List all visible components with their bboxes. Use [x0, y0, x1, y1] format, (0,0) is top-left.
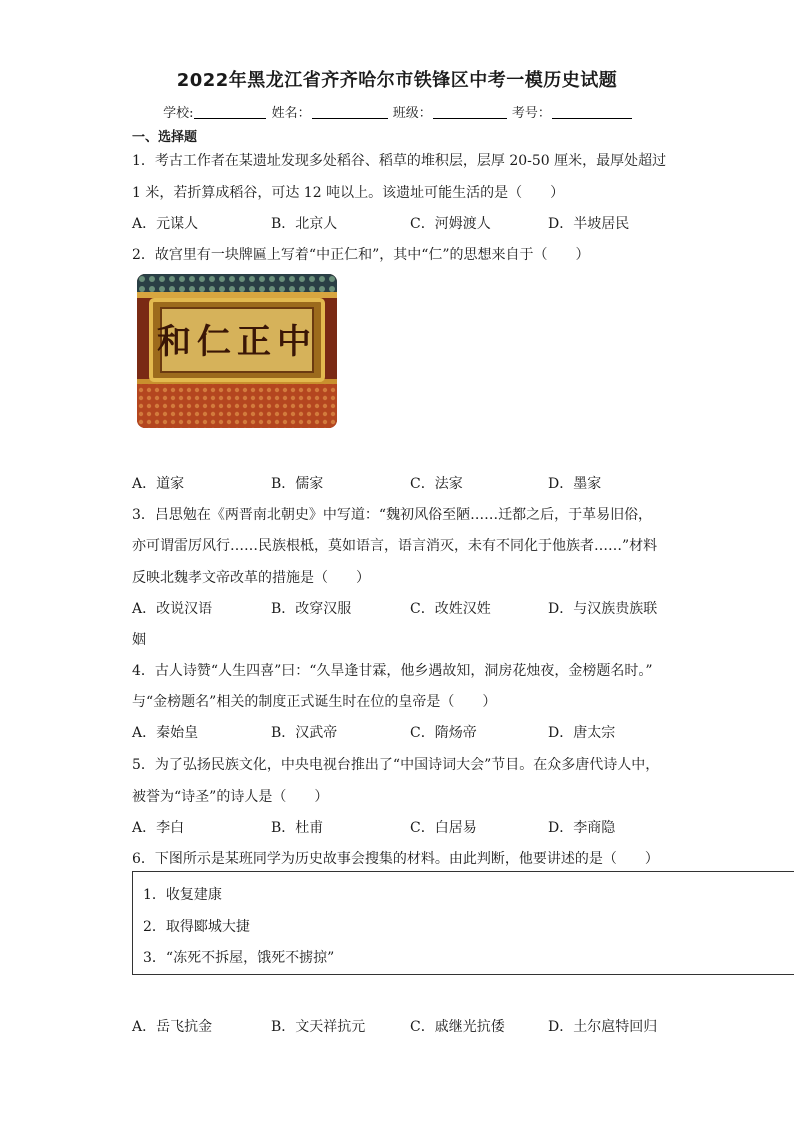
q5-line-2: 被誉为“诗圣”的诗人是（ ） — [132, 789, 329, 805]
name-blank[interactable] — [312, 106, 388, 119]
q6-material-item-1: 1．收复建康 — [143, 887, 222, 903]
q4-option-a: A．秦始皇 — [132, 725, 199, 741]
q6-line-1: 6．下图所示是某班同学为历史故事会搜集的材料。由此判断，他要讲述的是（ ） — [132, 851, 659, 867]
q5-option-b: B．杜甫 — [271, 820, 324, 836]
school-label: 学校: — [163, 106, 194, 121]
q4-option-d: D．唐太宗 — [548, 725, 616, 741]
q6-option-a: A．岳飞抗金 — [132, 1019, 213, 1035]
q3-option-c: C．改姓汉姓 — [410, 601, 491, 617]
q2-option-a: A．道家 — [132, 476, 185, 492]
exam-number-label: 考号： — [511, 106, 551, 121]
q3-line-1: 3．吕思勉在《两晋南北朝史》中写道：“魏初风俗至陋……迁都之后，于革易旧俗， — [132, 507, 653, 523]
q1-option-a: A．元谋人 — [132, 216, 199, 232]
exam-number-blank[interactable] — [552, 106, 632, 119]
q2-option-b: B．儒家 — [271, 476, 324, 492]
q4-option-b: B．汉武帝 — [271, 725, 338, 741]
school-blank[interactable] — [194, 106, 266, 119]
q1-line-2: 1 米，若折算成稻谷，可达 12 吨以上。该遗址可能生活的是（ ） — [132, 185, 565, 201]
q4-line-1: 4．古人诗赞“人生四喜”曰：“久旱逢甘霖，他乡遇故知，洞房花烛夜，金榜题名时。” — [132, 663, 653, 679]
q1-option-c: C．河姆渡人 — [410, 216, 491, 232]
plaque-photo — [137, 274, 337, 428]
class-blank[interactable] — [433, 106, 507, 119]
q5-option-c: C．白居易 — [410, 820, 477, 836]
q1-line-1: 1．考古工作者在某遗址发现多处稻谷、稻草的堆积层，层厚 20-50 厘米，最厚处超过 — [132, 153, 667, 169]
q6-material-box — [132, 871, 794, 975]
q5-option-d: D．李商隐 — [548, 820, 616, 836]
q2-option-c: C．法家 — [410, 476, 463, 492]
q1-option-d: D．半坡居民 — [548, 216, 630, 232]
class-label: 班级： — [392, 106, 432, 121]
student-info-row — [0, 102, 794, 121]
q6-material-item-2: 2．取得郾城大捷 — [143, 919, 250, 935]
q6-material-item-3: 3．“冻死不拆屋，饿死不掳掠” — [143, 950, 335, 966]
q6-option-c: C．戚继光抗倭 — [410, 1019, 505, 1035]
q4-line-2: 与“金榜题名”相关的制度正式诞生时在位的皇帝是（ ） — [132, 694, 497, 710]
q3-line-2: 亦可谓雷厉风行……民族根柢，莫如语言，语言消灭，未有不同化于他族者……”材料 — [132, 538, 658, 554]
plaque-image — [137, 274, 337, 428]
q6-option-d: D．土尔扈特回归 — [548, 1019, 658, 1035]
q3-option-d: D．与汉族贵族联 — [548, 601, 658, 617]
q3-line-3: 反映北魏孝文帝改革的措施是（ ） — [132, 570, 370, 586]
q3-option-a: A．改说汉语 — [132, 601, 213, 617]
q5-option-a: A．李白 — [132, 820, 185, 836]
q4-option-c: C．隋炀帝 — [410, 725, 477, 741]
q1-option-b: B．北京人 — [271, 216, 338, 232]
q2-line-1: 2．故宫里有一块牌匾上写着“中正仁和”，其中“仁”的思想来自于（ ） — [132, 247, 590, 263]
q3-option-d-wrap: 姻 — [132, 632, 146, 648]
plaque-text: 和仁正中 — [157, 322, 317, 362]
q5-line-1: 5．为了弘扬民族文化，中央电视台推出了“中国诗词大会”节目。在众多唐代诗人中， — [132, 757, 660, 773]
q2-option-d: D．墨家 — [548, 476, 602, 492]
q6-option-b: B．文天祥抗元 — [271, 1019, 366, 1035]
page-title: 2022年黑龙江省齐齐哈尔市铁锋区中考一模历史试题 — [176, 70, 618, 91]
section-heading: 一、选择题 — [132, 130, 198, 145]
q3-option-b: B．改穿汉服 — [271, 601, 352, 617]
name-label: 姓名： — [271, 106, 311, 121]
